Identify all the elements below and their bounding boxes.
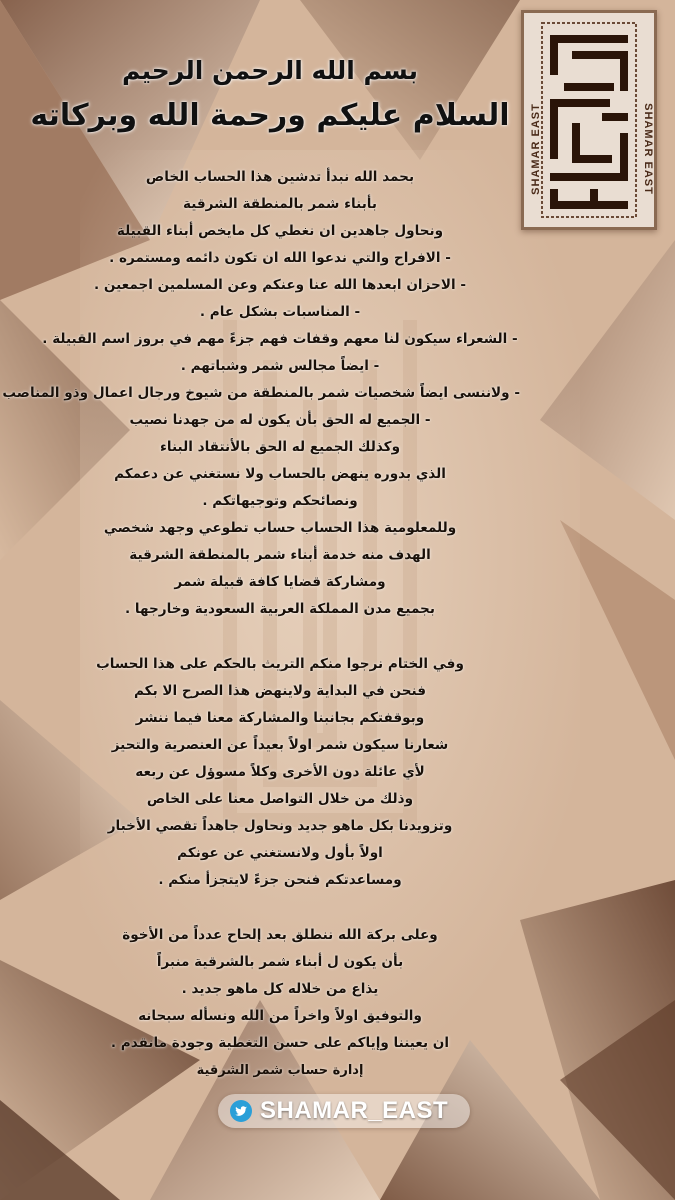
body-line: بأبناء شمر بالمنطقة الشرقية <box>182 196 378 212</box>
body-line: - ولاننسى ايضاً شخصيات شمر بالمنطقة من شيوخ ورجال اعمال وذو المناصب <box>2 385 520 401</box>
twitter-bird-icon <box>230 1100 252 1122</box>
shamar-logo <box>521 10 657 230</box>
body-line: يذاع من خلاله كل ماهو جديد . <box>181 981 379 997</box>
body-line: ان يعيننا وإياكم على حسن التغطية وجودة مانقدم . <box>110 1035 450 1051</box>
body-line: - الشعراء سيكون لنا معهم وقفات فهم جزءً مهم في بروز اسم القبيلة . <box>42 331 518 347</box>
body-line: وكذلك الجميع له الحق بالأنتقاد البناء <box>159 439 401 455</box>
body-line: الهدف منه خدمة أبناء شمر بالمنطقة الشرقية <box>129 547 431 563</box>
body-line: اولاً بأول ولانستغني عن عونكم <box>177 845 383 861</box>
body-line: بجميع مدن المملكة العربية السعودية وخارجها . <box>125 601 435 617</box>
body-line: - الافراح والتي ندعوا الله ان تكون دائمه ومستمره . <box>109 250 451 266</box>
body-line: - الاحزان ابعدها الله عنا وعنكم وعن المسلمين اجمعين . <box>93 277 466 293</box>
body-line: ومشاركة قضايا كافة قبيلة شمر <box>174 574 386 590</box>
body-line: بأن يكون ل أبناء شمر بالشرقية منبراً <box>156 954 404 970</box>
body-line: وعلى بركة الله ننطلق بعد إلحاح عدداً من الأخوة <box>122 927 438 943</box>
body-line: وبوقفتكم بجانبنا والمشاركة معنا فيما ننشر <box>135 710 425 726</box>
signature: إدارة حساب شمر الشرقية <box>196 1063 364 1078</box>
paragraph-gap <box>40 623 520 651</box>
greeting-heading: السلام عليكم ورحمة الله وبركاته <box>30 98 510 133</box>
announcement-body <box>2 164 520 1057</box>
paragraph-gap <box>40 894 520 922</box>
body-line: لأي عائلة دون الأخرى وكلاً مسوؤل عن ربعه <box>135 764 425 780</box>
body-line: شعارنا سيكون شمر اولاً بعيداً عن العنصرية والتحيز <box>111 737 449 753</box>
twitter-handle-badge[interactable] <box>218 1094 470 1128</box>
body-line: - المناسبات بشكل عام . <box>199 304 361 320</box>
body-line: فنحن في البداية ولاينهض هذا الصرح الا بكم <box>134 683 426 699</box>
logo-caption-right: SHAMAR EAST <box>641 103 654 195</box>
body-line: وللمعلومية هذا الحساب حساب تطوعي وجهد شخصي <box>103 520 457 536</box>
body-line: وتزويدنا بكل ماهو جديد ونحاول جاهداً تقصي الأخبار <box>107 818 453 834</box>
body-line: الذي بدوره ينهض بالحساب ولا نستغني عن دعمكم <box>114 466 446 482</box>
shamar-calligraphy-logo-icon <box>524 13 654 227</box>
body-line: والتوفيق اولاً واخراً من الله ونسأله سبحانه <box>138 1008 422 1024</box>
body-line: بحمد الله نبدأ تدشين هذا الحساب الخاص <box>145 169 415 185</box>
body-line: - ايضاً مجالس شمر وشباتهم . <box>180 358 380 374</box>
twitter-handle-text: SHAMAR_EAST <box>260 1097 449 1124</box>
body-line: ونصائحكم وتوجيهاتكم . <box>202 493 358 509</box>
body-line: ومساعدتكم فنحن جزءً لايتجزأ منكم . <box>158 872 402 888</box>
body-line: وفي الختام نرجوا منكم التريث بالحكم على هذا الحساب <box>96 656 464 672</box>
body-line: ونحاول جاهدين ان نغطي كل مايخص أبناء القبيلة <box>116 223 444 239</box>
body-line: - الجميع له الحق بأن يكون له من جهدنا نصيب <box>129 412 431 428</box>
basmala-heading: بسم الله الرحمن الرحيم <box>122 56 418 85</box>
logo-caption-left: SHAMAR EAST <box>529 103 542 195</box>
body-line: وذلك من خلال التواصل معنا على الخاص <box>146 791 414 807</box>
